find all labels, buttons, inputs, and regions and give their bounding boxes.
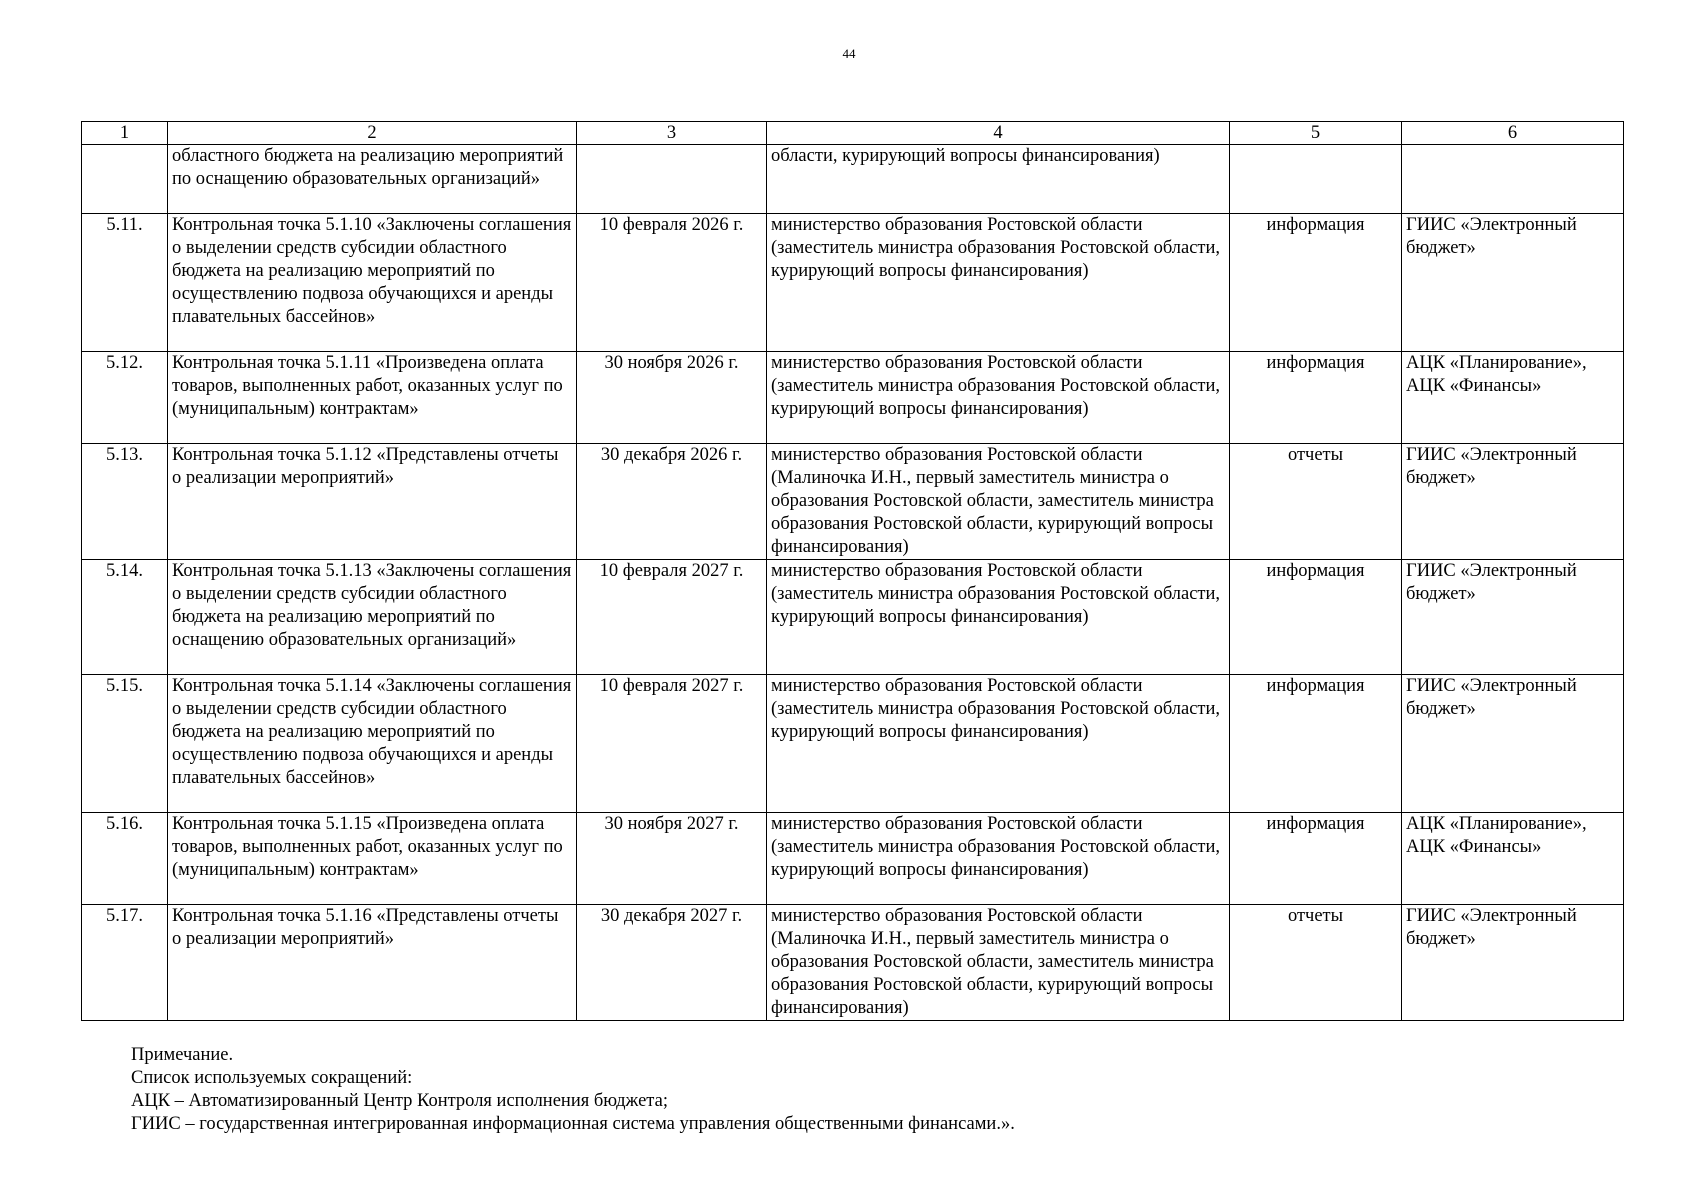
- document-type: отчеты: [1230, 444, 1402, 560]
- table-row: [82, 813, 1624, 905]
- information-system: ГИИС «Электронный бюджет»: [1402, 560, 1624, 675]
- control-point-description: Контрольная точка 5.1.16 «Представлены отчеты о реализации мероприятий»: [168, 905, 577, 1021]
- notes-section: [131, 1044, 1015, 1136]
- row-number: 5.14.: [82, 560, 168, 675]
- abbreviation-item: ГИИС – государственная интегрированная информационная система управления общественными финансами.».: [131, 1114, 1015, 1134]
- column-header: 1: [82, 122, 168, 145]
- due-date: 30 декабря 2026 г.: [577, 444, 767, 560]
- control-point-description: Контрольная точка 5.1.11 «Произведена оплата товаров, выполненных работ, оказанных услуг по (муниципальным) контрактам»: [168, 352, 577, 444]
- information-system: АЦК «Планирование», АЦК «Финансы»: [1402, 813, 1624, 905]
- responsible-party: министерство образования Ростовской области (заместитель министра образования Ростовской области, курирующий вопросы финансирования): [767, 352, 1230, 444]
- responsible-party: министерство образования Ростовской области (заместитель министра образования Ростовской области, курирующий вопросы финансирования): [767, 813, 1230, 905]
- abbreviation-item: АЦК – Автоматизированный Центр Контроля исполнения бюджета;: [131, 1091, 668, 1111]
- due-date: 10 февраля 2027 г.: [577, 560, 767, 675]
- table-header-row: [82, 122, 1624, 145]
- due-date: [577, 145, 767, 214]
- responsible-party: области, курирующий вопросы финансирования): [767, 145, 1230, 214]
- column-header: 2: [168, 122, 577, 145]
- notes-title: Примечание.: [131, 1045, 234, 1065]
- abbreviations-title: Список используемых сокращений:: [131, 1068, 413, 1088]
- information-system: АЦК «Планирование», АЦК «Финансы»: [1402, 352, 1624, 444]
- document-type: [1230, 145, 1402, 214]
- document-type: отчеты: [1230, 905, 1402, 1021]
- control-point-description: Контрольная точка 5.1.13 «Заключены соглашения о выделении средств субсидии областного бюджета на реализацию мероприятий по оснащению образовательных организаций»: [168, 560, 577, 675]
- column-header: 5: [1230, 122, 1402, 145]
- document-type: информация: [1230, 214, 1402, 352]
- control-point-description: Контрольная точка 5.1.12 «Представлены отчеты о реализации мероприятий»: [168, 444, 577, 560]
- information-system: ГИИС «Электронный бюджет»: [1402, 214, 1624, 352]
- document-type: информация: [1230, 813, 1402, 905]
- control-point-description: Контрольная точка 5.1.15 «Произведена оплата товаров, выполненных работ, оказанных услуг по (муниципальным) контрактам»: [168, 813, 577, 905]
- table-row: [82, 352, 1624, 444]
- due-date: 30 ноября 2027 г.: [577, 813, 767, 905]
- table-row: [82, 145, 1624, 214]
- responsible-party: министерство образования Ростовской области (заместитель министра образования Ростовской области, курирующий вопросы финансирования): [767, 214, 1230, 352]
- column-header: 4: [767, 122, 1230, 145]
- column-header: 3: [577, 122, 767, 145]
- due-date: 30 ноября 2026 г.: [577, 352, 767, 444]
- information-system: ГИИС «Электронный бюджет»: [1402, 675, 1624, 813]
- control-points-table: [81, 121, 1624, 1021]
- page-number: 44: [842, 46, 856, 61]
- due-date: 10 февраля 2026 г.: [577, 214, 767, 352]
- table-row: [82, 905, 1624, 1021]
- responsible-party: министерство образования Ростовской области (Малиночка И.Н., первый заместитель министра о образования Ростовской области, заместитель министра образования Ростовской области, курирующий вопросы финансирования): [767, 905, 1230, 1021]
- table-row: [82, 675, 1624, 813]
- row-number: 5.16.: [82, 813, 168, 905]
- table-row: [82, 214, 1624, 352]
- table-row: [82, 560, 1624, 675]
- due-date: 10 февраля 2027 г.: [577, 675, 767, 813]
- document-type: информация: [1230, 560, 1402, 675]
- row-number: 5.11.: [82, 214, 168, 352]
- table-row: [82, 444, 1624, 560]
- document-type: информация: [1230, 675, 1402, 813]
- column-header: 6: [1402, 122, 1624, 145]
- information-system: ГИИС «Электронный бюджет»: [1402, 444, 1624, 560]
- responsible-party: министерство образования Ростовской области (заместитель министра образования Ростовской области, курирующий вопросы финансирования): [767, 675, 1230, 813]
- control-point-description: Контрольная точка 5.1.10 «Заключены соглашения о выделении средств субсидии областного бюджета на реализацию мероприятий по осуществлению подвоза обучающихся и аренды плавательных бассейнов»: [168, 214, 577, 352]
- row-number: 5.12.: [82, 352, 168, 444]
- responsible-party: министерство образования Ростовской области (заместитель министра образования Ростовской области, курирующий вопросы финансирования): [767, 560, 1230, 675]
- row-number: 5.17.: [82, 905, 168, 1021]
- row-number: 5.15.: [82, 675, 168, 813]
- control-point-description: областного бюджета на реализацию мероприятий по оснащению образовательных организаций»: [168, 145, 577, 214]
- responsible-party: министерство образования Ростовской области (Малиночка И.Н., первый заместитель министра о образования Ростовской области, заместитель министра образования Ростовской области, курирующий вопросы финансирования): [767, 444, 1230, 560]
- control-point-description: Контрольная точка 5.1.14 «Заключены соглашения о выделении средств субсидии областного бюджета на реализацию мероприятий по осуществлению подвоза обучающихся и аренды плавательных бассейнов»: [168, 675, 577, 813]
- information-system: [1402, 145, 1624, 214]
- row-number: 5.13.: [82, 444, 168, 560]
- due-date: 30 декабря 2027 г.: [577, 905, 767, 1021]
- document-type: информация: [1230, 352, 1402, 444]
- row-number: [82, 145, 168, 214]
- information-system: ГИИС «Электронный бюджет»: [1402, 905, 1624, 1021]
